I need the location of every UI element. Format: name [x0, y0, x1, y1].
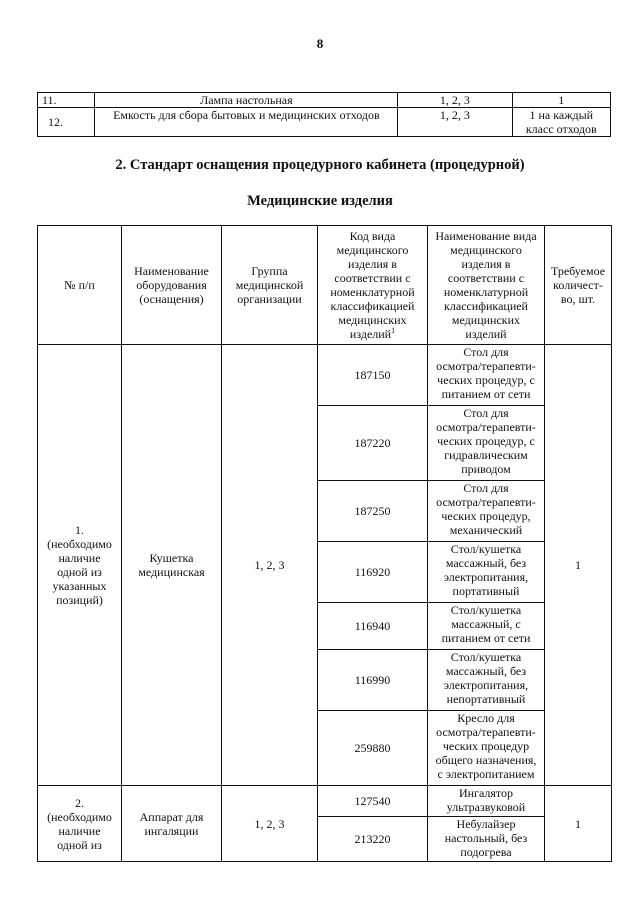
required-quantity: 1: [512, 93, 610, 108]
footnote-marker: 1: [391, 326, 396, 335]
device-kind: [428, 542, 545, 603]
page-number: 8: [316, 36, 324, 51]
text-line: 2.: [75, 795, 84, 810]
row-number: 11.: [38, 93, 95, 108]
device-kind: [428, 603, 545, 650]
organization-group: 1, 2, 3: [398, 108, 512, 137]
text-line: электропитания,: [443, 678, 529, 692]
text-line: наличие: [58, 551, 101, 565]
header-qty: [545, 226, 612, 345]
text-line: электропитания,: [443, 570, 529, 584]
quantity-line: класс отходов: [525, 122, 597, 136]
text-line: номенклатурной: [330, 285, 415, 299]
text-line: Стол/кушетка: [450, 603, 522, 617]
text-line: осмотра/терапевти-: [436, 725, 536, 739]
text-line: настольный, без: [444, 831, 528, 845]
table-row: [38, 108, 611, 137]
device-kind: [428, 345, 545, 406]
continued-equipment-table: [37, 92, 611, 137]
text-line: питанием от сети: [441, 387, 531, 401]
header-row: [38, 226, 612, 345]
text-line: одной из: [57, 837, 102, 852]
text-line: Наименование: [134, 264, 209, 278]
text-line: массажный, без: [445, 556, 527, 570]
header-group: [222, 226, 318, 345]
text-line: Кресло для: [457, 711, 515, 725]
text-line: гидравлическим: [444, 448, 528, 462]
equipment-name: Емкость для сбора бытовых и медицинских отходов: [95, 108, 398, 137]
text-line: Код вида: [349, 229, 396, 243]
header-equipment: [122, 226, 222, 345]
text-line: медицинского: [450, 243, 522, 257]
device-code: 187250: [318, 481, 428, 542]
text-line: классификацией: [444, 299, 528, 313]
row-number: 12.: [38, 108, 95, 137]
text-line: Аппарат для: [139, 809, 204, 824]
text-line: приводом: [461, 462, 511, 476]
subsection-title: Медицинские изделия: [247, 193, 393, 209]
text-line: Небулайзер: [456, 817, 516, 831]
text-line: классификацией: [330, 299, 415, 313]
device-code: 259880: [318, 711, 428, 786]
device-kind: [428, 650, 545, 711]
text-line: Стол для: [463, 406, 509, 420]
text-line: соответствии с: [447, 271, 525, 285]
text-line: изделий: [349, 327, 392, 341]
text-line: механический: [449, 523, 523, 537]
text-line: Стол для: [463, 481, 509, 495]
header-num: № п/п: [38, 226, 122, 345]
text-line: Наименование вида: [435, 229, 537, 243]
text-line: непортативный: [446, 692, 526, 706]
required-quantity: [512, 108, 610, 137]
text-line: изделий: [465, 327, 507, 341]
text-line: Стол для: [463, 345, 509, 359]
text-line: осмотра/терапевти-: [436, 495, 536, 509]
required-quantity: 1: [545, 345, 612, 786]
text-line: портативный: [452, 584, 520, 598]
quantity-line: 1 на каждый: [529, 108, 594, 122]
text-line: во, шт.: [560, 292, 596, 306]
device-code: 213220: [318, 817, 428, 862]
text-line: изделия в: [461, 257, 511, 271]
text-line: Кушетка: [149, 551, 194, 565]
header-code: [318, 226, 428, 345]
device-kind: [428, 481, 545, 542]
device-code: 116990: [318, 650, 428, 711]
organization-group: 1, 2, 3: [222, 786, 318, 862]
text-line: оборудования: [136, 278, 207, 292]
text-line: количест-: [553, 278, 603, 292]
text-line: организации: [237, 292, 302, 306]
text-line: соответствии с: [334, 271, 411, 285]
text-line: медицинских: [451, 313, 521, 327]
device-code: 187220: [318, 406, 428, 481]
text-line: Группа: [251, 264, 288, 278]
text-line: осмотра/терапевти-: [436, 359, 536, 373]
text-line: медицинских: [338, 313, 407, 327]
text-line: Стол/кушетка: [450, 542, 522, 556]
text-line: с электропитанием: [437, 767, 535, 781]
table-row: [38, 345, 612, 406]
text-line: медицинского: [336, 243, 409, 257]
medical-devices-table: [37, 225, 612, 862]
header-kind: [428, 226, 545, 345]
required-quantity: 1: [545, 786, 612, 862]
text-line: ческих процедур, с: [437, 373, 535, 387]
text-line: ультразвуковой: [446, 800, 526, 814]
text-line: массажный, без: [445, 664, 527, 678]
device-kind: [428, 817, 545, 862]
item-number: [38, 786, 122, 862]
text-line: подогрева: [460, 845, 512, 859]
header-code-text: [330, 229, 414, 341]
text-line: питанием от сети: [441, 631, 531, 645]
equipment-name: [122, 786, 222, 862]
text-line: осмотра/терапевти-: [436, 420, 536, 434]
table-row: [38, 93, 611, 108]
text-line: медицинской: [235, 278, 304, 292]
equipment-name: Лампа настольная: [95, 93, 398, 108]
text-line: одной из: [57, 565, 102, 579]
device-kind: [428, 711, 545, 786]
device-code: 116940: [318, 603, 428, 650]
organization-group: 1, 2, 3: [222, 345, 318, 786]
item-number: [38, 345, 122, 786]
text-line: общего назначения,: [435, 753, 537, 767]
device-kind: [428, 786, 545, 817]
text-line: позиций): [56, 593, 103, 607]
device-code: 116920: [318, 542, 428, 603]
text-line: ческих процедур: [442, 739, 530, 753]
text-line: (необходимо: [47, 809, 112, 824]
text-line: указанных: [52, 579, 107, 593]
organization-group: 1, 2, 3: [398, 93, 512, 108]
text-line: (оснащения): [139, 292, 204, 306]
text-line: 1.: [75, 523, 84, 537]
text-line: Ингалятор: [458, 786, 514, 800]
section-title: 2. Стандарт оснащения процедурного кабинета (процедурной): [115, 157, 525, 173]
text-line: медицинская: [138, 565, 205, 579]
text-line: ингаляции: [144, 823, 199, 838]
text-line: Требуемое: [550, 264, 606, 278]
text-line: массажный, с: [451, 617, 521, 631]
device-code: 127540: [318, 786, 428, 817]
device-code: 187150: [318, 345, 428, 406]
text-line: (необходимо: [47, 537, 112, 551]
text-line: изделия в: [348, 257, 397, 271]
device-kind: [428, 406, 545, 481]
text-line: ческих процедур, с: [437, 434, 535, 448]
text-line: наличие: [58, 823, 101, 838]
text-line: ческих процедур,: [441, 509, 531, 523]
text-line: номенклатурной: [443, 285, 529, 299]
text-line: Стол/кушетка: [450, 650, 522, 664]
table-row: [38, 786, 612, 817]
equipment-name: [122, 345, 222, 786]
